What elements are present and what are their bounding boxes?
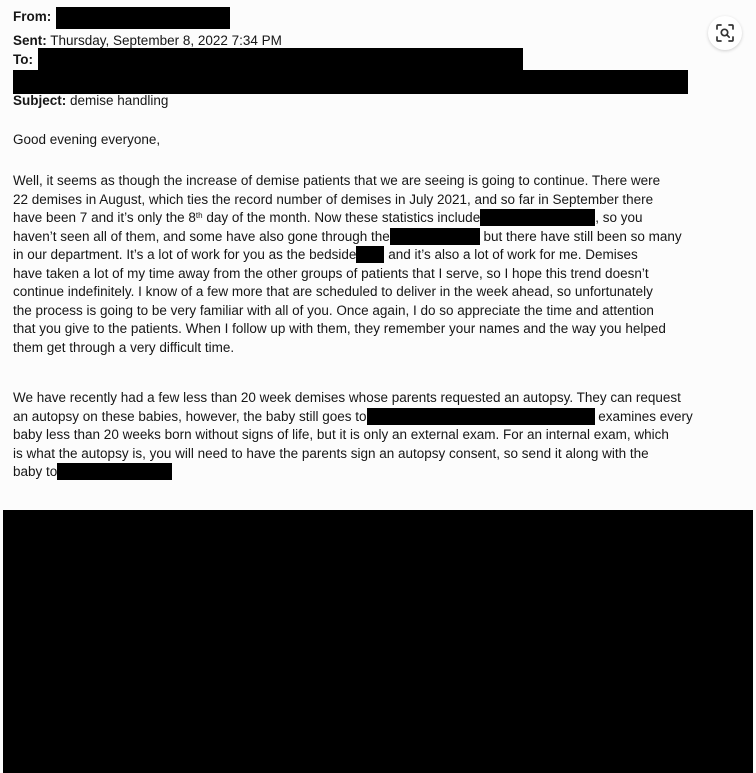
redacted-recipients-2 [13,70,688,94]
redacted-block [3,510,753,773]
visual-search-icon [715,23,735,43]
p1-line-9: that you give to the patients. When I follow up with them, they remember your names and the way you helped [13,321,666,336]
p1-l4-text-a: haven’t seen all of them, and some have also gone through the [13,228,390,244]
sent-line [13,32,282,49]
p1-l3-text-b: day of the month. Now these statistics include [202,210,481,225]
p1-line-6: have taken a lot of my time away from the other groups of patients that I serve, so I hope this trend doesn’t [13,265,649,281]
p2-line-1: We have recently had a few less than 20 week demises whose parents requested an autopsy. They can request [13,390,681,405]
p2-l2-text-b: examines every [594,408,693,424]
p1-line-5 [13,246,751,265]
p1-line-1: Well, it seems as though the increase of demise patients that we are seeing is going to continue. There were [13,173,661,188]
p1-line-4 [13,228,751,247]
p1-line-7: continue indefinitely. I know of a few more that are scheduled to deliver in the week ahead, so unfortunately [13,284,653,299]
redacted-inline-4 [367,408,595,425]
subject-line [13,92,168,109]
to-label: To: [13,52,33,67]
sent-value: Thursday, September 8, 2022 7:34 PM [50,33,282,48]
p2-line-2 [13,408,751,427]
redacted-inline-2 [390,228,480,245]
p2-l5-text-a: baby to [13,464,58,479]
p1-line-8: the process is going to be very familiar with all of you. Once again, I do so appreciate the time and attention [13,302,654,318]
p2-line-3: baby less than 20 weeks born without signs of life, but it is only an external exam. For an internal exam, which [13,427,669,442]
subject-label: Subject: [13,93,67,108]
p1-line-3 [13,209,751,228]
sent-label: Sent: [13,33,47,48]
p1-l3-text-a: have been 7 and it’s only the 8 [13,210,196,225]
redacted-recipients-1 [38,48,523,70]
paragraph-1 [13,172,751,357]
from-label: From: [13,9,52,24]
p1-l3-superscript: th [195,211,203,220]
p1-l3-text-c: , so you [595,210,643,225]
p1-line-10: them get through a very difficult time. [13,339,235,355]
p2-line-5 [13,463,751,482]
from-line [13,8,51,25]
visual-search-button[interactable] [708,16,742,50]
subject-value: demise handling [70,93,169,108]
p1-l5-text-a: in our department. It’s a lot of work for you as the bedside [13,247,357,262]
p1-line-2: 22 demises in August, which ties the record number of demises in July 2021, and so far in September there [13,191,654,207]
p1-l5-text-b: and it’s also a lot of work for me. Demises [384,247,638,262]
p1-l4-text-b: but there have still been so many [479,228,682,244]
p2-line-4: is what the autopsy is, you will need to have the parents sign an autopsy consent, so send it along with the [13,445,649,461]
p2-l2-text-a: an autopsy on these babies, however, the baby still goes to [13,408,367,424]
redacted-inline-3 [356,246,384,263]
paragraph-2 [13,389,751,482]
to-line [13,51,33,68]
redacted-sender [56,7,230,29]
greeting: Good evening everyone, [13,132,161,147]
redacted-inline-5 [57,463,172,480]
redacted-inline-1 [480,209,595,226]
